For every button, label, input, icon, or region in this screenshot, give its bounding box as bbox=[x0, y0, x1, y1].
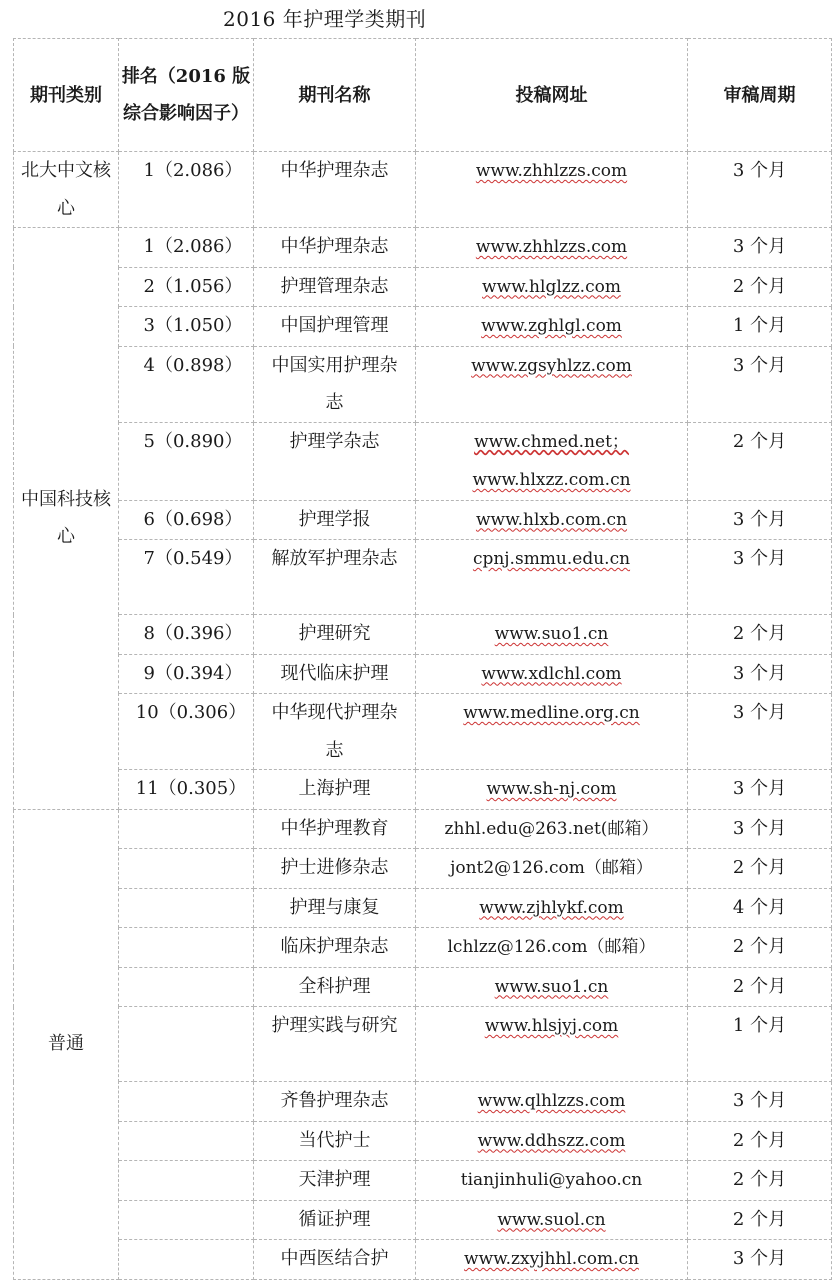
url-cell bbox=[416, 307, 688, 347]
rank-cell bbox=[119, 849, 254, 889]
rank-cell: 7（0.549） bbox=[119, 540, 254, 615]
table-row bbox=[14, 770, 832, 810]
journal-name-cell: 中华护理杂志 bbox=[254, 228, 416, 268]
url-cell bbox=[416, 849, 688, 889]
url-cell bbox=[416, 694, 688, 770]
review-period-cell: 3 个月 bbox=[688, 770, 832, 810]
journal-name-cell: 中华现代护理杂志 bbox=[254, 694, 416, 770]
url-cell bbox=[416, 540, 688, 615]
url-cell bbox=[416, 152, 688, 228]
header-rank: 排名（2016 版综合影响因子） bbox=[119, 39, 254, 152]
journal-name-cell: 护理管理杂志 bbox=[254, 267, 416, 307]
url-cell bbox=[416, 928, 688, 968]
submission-link-secondary[interactable]: www.hlxzz.com.cn bbox=[472, 470, 631, 490]
review-period-cell: 3 个月 bbox=[688, 500, 832, 540]
table-row bbox=[14, 967, 832, 1007]
submission-link[interactable]: www.zgsyhlzz.com bbox=[471, 355, 632, 376]
rank-cell: 1（2.086） bbox=[119, 152, 254, 228]
url-cell bbox=[416, 654, 688, 694]
url-cell bbox=[416, 1082, 688, 1122]
document-title: 2016 年护理学类期刊 bbox=[223, 7, 427, 31]
table-row bbox=[14, 152, 832, 228]
rank-cell: 6（0.698） bbox=[119, 500, 254, 540]
journal-name-cell: 护理学报 bbox=[254, 500, 416, 540]
rank-cell bbox=[119, 1121, 254, 1161]
url-cell bbox=[416, 809, 688, 849]
review-period-cell: 4 个月 bbox=[688, 888, 832, 928]
journal-name-cell: 中国实用护理杂志 bbox=[254, 346, 416, 422]
review-period-cell: 3 个月 bbox=[688, 694, 832, 770]
review-period-cell: 1 个月 bbox=[688, 1007, 832, 1082]
submission-link[interactable]: www.hlglzz.com bbox=[482, 276, 621, 297]
review-period-cell: 2 个月 bbox=[688, 1200, 832, 1240]
submission-link[interactable]: www.zxyjhhl.com.cn bbox=[464, 1249, 639, 1269]
submission-link[interactable]: cpnj.smmu.edu.cn bbox=[472, 549, 631, 569]
submission-link[interactable]: www.zhhlzzs.com bbox=[475, 161, 628, 181]
rank-cell: 9（0.394） bbox=[119, 654, 254, 694]
submission-link[interactable]: www.suo1.cn bbox=[494, 976, 609, 997]
table-row bbox=[14, 1240, 832, 1280]
table-row bbox=[14, 307, 832, 347]
table-row bbox=[14, 694, 832, 770]
review-period-cell: 3 个月 bbox=[688, 228, 832, 268]
rank-cell bbox=[119, 1200, 254, 1240]
journal-name-cell: 护理实践与研究 bbox=[254, 1007, 416, 1082]
url-cell bbox=[416, 1007, 688, 1082]
journal-name-cell: 中华护理教育 bbox=[254, 809, 416, 849]
table-header-row bbox=[14, 39, 832, 152]
url-cell bbox=[416, 615, 688, 655]
journal-name-cell: 全科护理 bbox=[254, 967, 416, 1007]
review-period-cell: 1 个月 bbox=[688, 307, 832, 347]
journal-name-cell: 天津护理 bbox=[254, 1161, 416, 1201]
table-row bbox=[14, 1121, 832, 1161]
journal-name-cell: 解放军护理杂志 bbox=[254, 540, 416, 615]
rank-cell: 3（1.050） bbox=[119, 307, 254, 347]
category-cst-core: 中国科技核心 bbox=[14, 228, 119, 810]
table-row bbox=[14, 809, 832, 849]
journal-name-cell: 现代临床护理 bbox=[254, 654, 416, 694]
journal-table bbox=[13, 38, 832, 1280]
submission-link[interactable]: www.ddhszz.com bbox=[477, 1130, 626, 1151]
url-cell bbox=[416, 1121, 688, 1161]
submission-link[interactable]: www.hlsjyj.com bbox=[484, 1016, 619, 1036]
rank-cell bbox=[119, 888, 254, 928]
review-period-cell: 3 个月 bbox=[688, 654, 832, 694]
journal-name-cell: 护理与康复 bbox=[254, 888, 416, 928]
review-period-cell: 3 个月 bbox=[688, 1240, 832, 1280]
review-period-cell: 2 个月 bbox=[688, 267, 832, 307]
submission-link[interactable]: www.qlhlzzs.com bbox=[477, 1091, 626, 1111]
rank-cell: 11（0.305） bbox=[119, 770, 254, 810]
table-row bbox=[14, 615, 832, 655]
rank-cell: 8（0.396） bbox=[119, 615, 254, 655]
table-row bbox=[14, 346, 832, 422]
submission-email[interactable]: lchlzz@126.com（邮箱） bbox=[447, 937, 656, 957]
header-review-period: 审稿周期 bbox=[688, 39, 832, 152]
journal-name-cell: 护理学杂志 bbox=[254, 422, 416, 500]
submission-email[interactable]: jont2@126.com（邮箱） bbox=[450, 858, 653, 878]
submission-link[interactable]: www.suo1.cn bbox=[494, 624, 609, 644]
journal-name-cell: 临床护理杂志 bbox=[254, 928, 416, 968]
url-cell bbox=[416, 228, 688, 268]
rank-cell: 2（1.056） bbox=[119, 267, 254, 307]
url-cell bbox=[416, 1240, 688, 1280]
submission-link[interactable]: www.zhhlzzs.com bbox=[475, 237, 628, 257]
url-cell bbox=[416, 770, 688, 810]
journal-name-cell: 中国护理管理 bbox=[254, 307, 416, 347]
journal-name-cell: 中华护理杂志 bbox=[254, 152, 416, 228]
submission-link[interactable]: www.hlxb.com.cn bbox=[475, 509, 628, 530]
table-row bbox=[14, 928, 832, 968]
table-row bbox=[14, 1161, 832, 1201]
table-row bbox=[14, 849, 832, 889]
table-row bbox=[14, 654, 832, 694]
journal-name-cell: 上海护理 bbox=[254, 770, 416, 810]
review-period-cell: 2 个月 bbox=[688, 928, 832, 968]
url-cell bbox=[416, 500, 688, 540]
review-period-cell: 2 个月 bbox=[688, 615, 832, 655]
review-period-cell: 2 个月 bbox=[688, 849, 832, 889]
submission-link[interactable]: www.zghlgl.com bbox=[481, 316, 622, 336]
url-cell bbox=[416, 967, 688, 1007]
header-submission-url: 投稿网址 bbox=[416, 39, 688, 152]
submission-link[interactable]: www.suol.cn bbox=[497, 1209, 606, 1230]
table-row bbox=[14, 1007, 832, 1082]
review-period-cell: 2 个月 bbox=[688, 967, 832, 1007]
review-period-cell: 3 个月 bbox=[688, 540, 832, 615]
submission-email[interactable]: tianjinhuli@yahoo.cn bbox=[460, 1170, 643, 1190]
rank-cell: 10（0.306） bbox=[119, 694, 254, 770]
journal-name-cell: 护理研究 bbox=[254, 615, 416, 655]
submission-link[interactable]: www.chmed.net； bbox=[474, 431, 629, 452]
rank-cell: 1（2.086） bbox=[119, 228, 254, 268]
submission-link[interactable]: www.sh-nj.com bbox=[486, 779, 617, 799]
rank-cell: 5（0.890） bbox=[119, 422, 254, 500]
submission-link[interactable]: www.medline.org.cn bbox=[463, 703, 640, 723]
review-period-cell: 2 个月 bbox=[688, 1121, 832, 1161]
table-row bbox=[14, 540, 832, 615]
rank-cell: 4（0.898） bbox=[119, 346, 254, 422]
rank-cell bbox=[119, 1240, 254, 1280]
review-period-cell: 2 个月 bbox=[688, 1161, 832, 1201]
submission-link[interactable]: www.zjhlykf.com bbox=[479, 897, 624, 918]
rank-cell bbox=[119, 928, 254, 968]
rank-cell bbox=[119, 1007, 254, 1082]
category-pku-core: 北大中文核心 bbox=[14, 152, 119, 228]
rank-cell bbox=[119, 967, 254, 1007]
review-period-cell: 3 个月 bbox=[688, 809, 832, 849]
table-row bbox=[14, 1082, 832, 1122]
review-period-cell: 3 个月 bbox=[688, 1082, 832, 1122]
rank-cell bbox=[119, 809, 254, 849]
table-row bbox=[14, 1200, 832, 1240]
table-row bbox=[14, 267, 832, 307]
journal-name-cell: 齐鲁护理杂志 bbox=[254, 1082, 416, 1122]
url-cell bbox=[416, 888, 688, 928]
submission-email[interactable]: zhhl.edu@263.net(邮箱） bbox=[444, 818, 659, 839]
url-cell bbox=[416, 1200, 688, 1240]
table-row bbox=[14, 228, 832, 268]
journal-name-cell: 循证护理 bbox=[254, 1200, 416, 1240]
table-row bbox=[14, 422, 832, 500]
rank-cell bbox=[119, 1082, 254, 1122]
journal-name-cell: 中西医结合护 bbox=[254, 1240, 416, 1280]
review-period-cell: 3 个月 bbox=[688, 346, 832, 422]
journal-name-cell: 当代护士 bbox=[254, 1121, 416, 1161]
rank-cell bbox=[119, 1161, 254, 1201]
table-row bbox=[14, 500, 832, 540]
url-cell bbox=[416, 346, 688, 422]
review-period-cell: 2 个月 bbox=[688, 422, 832, 500]
header-journal-name: 期刊名称 bbox=[254, 39, 416, 152]
url-cell bbox=[416, 1161, 688, 1201]
category-general: 普通 bbox=[14, 809, 119, 1279]
table-row bbox=[14, 888, 832, 928]
review-period-cell: 3 个月 bbox=[688, 152, 832, 228]
journal-name-cell: 护士进修杂志 bbox=[254, 849, 416, 889]
submission-link[interactable]: www.xdlchl.com bbox=[481, 663, 622, 684]
header-category: 期刊类别 bbox=[14, 39, 119, 152]
url-cell bbox=[416, 267, 688, 307]
url-cell bbox=[416, 422, 688, 500]
